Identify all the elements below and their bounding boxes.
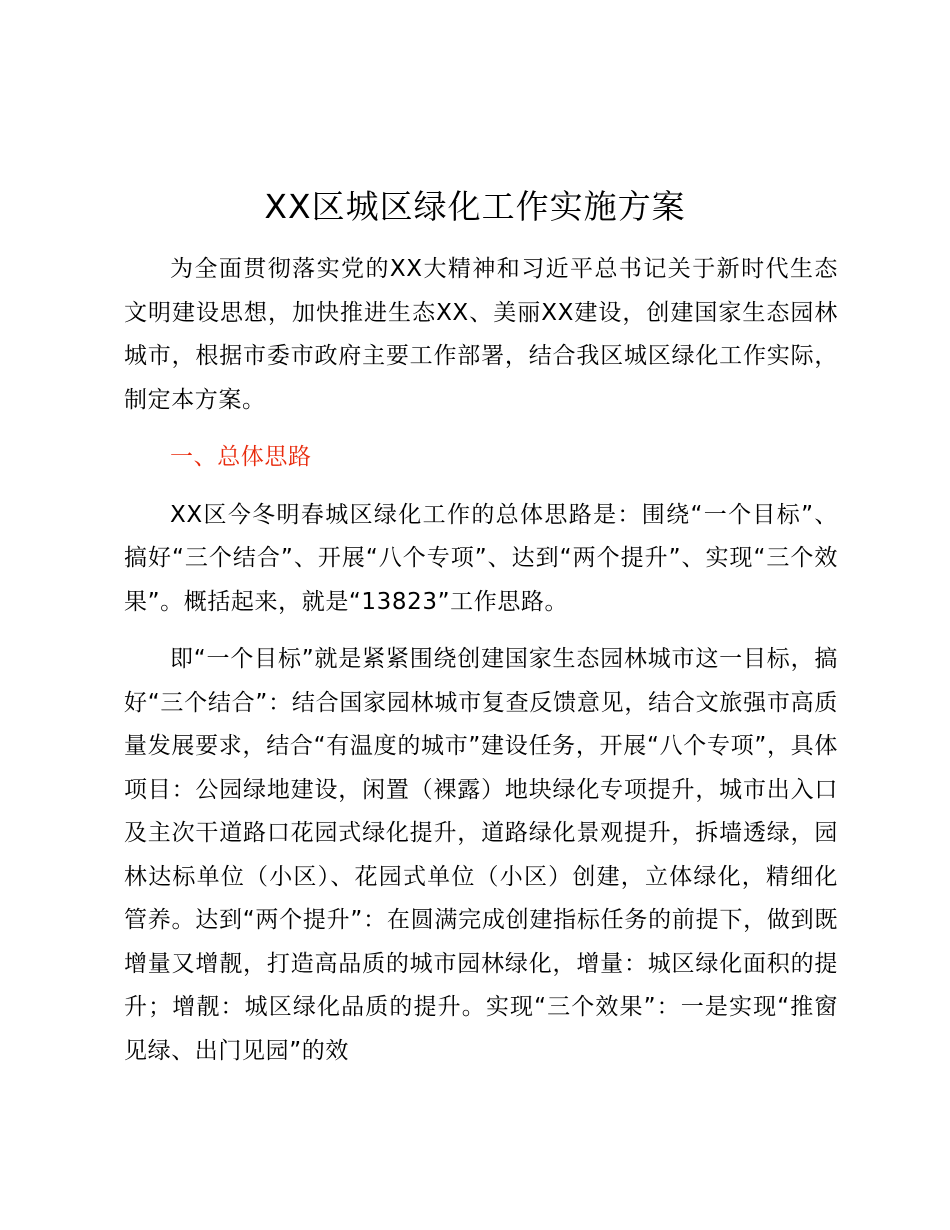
body-paragraph: XX区今冬明春城区绿化工作的总体思路是：围绕“一个目标”、搞好“三个结合”、开展“八个专项”、达到“两个提升”、实现“三个效果”。概括起来，就是“13823”工作思路。	[124, 501, 838, 615]
document-title: XX区城区绿化工作实施方案	[264, 187, 686, 226]
section-heading-overall-approach: 一、总体思路	[170, 444, 312, 470]
body-paragraph: 即“一个目标”就是紧紧围绕创建国家生态园林城市这一目标，搞好“三个结合”：结合国家园林城市复查反馈意见，结合文旅强市高质量发展要求，结合“有温度的城市”建设任务，开展“八个专项”，具体项目：公园绿地建设，闲置（裸露）地块绿化专项提升，城市出入口及主次干道路口花园式绿化提升，道路绿化景观提升，拆墙透绿，园林达标单位（小区）、花园式单位（小区）创建，立体绿化，精细化管养。达到“两个提升”：在圆满完成创建指标任务的前提下，做到既增量又增靓，打造高品质的城市园林绿化，增量：城区绿化面积的提升；增靓：城区绿化品质的提升。实现“三个效果”：一是实现“推窗见绿、出门见园”的效	[124, 646, 838, 1064]
intro-paragraph: 为全面贯彻落实党的XX大精神和习近平总书记关于新时代生态文明建设思想，加快推进生态XX、美丽XX建设，创建国家生态园林城市，根据市委市政府主要工作部署，结合我区城区绿化工作实际，制定本方案。	[124, 256, 838, 413]
document-body	[124, 248, 838, 1087]
